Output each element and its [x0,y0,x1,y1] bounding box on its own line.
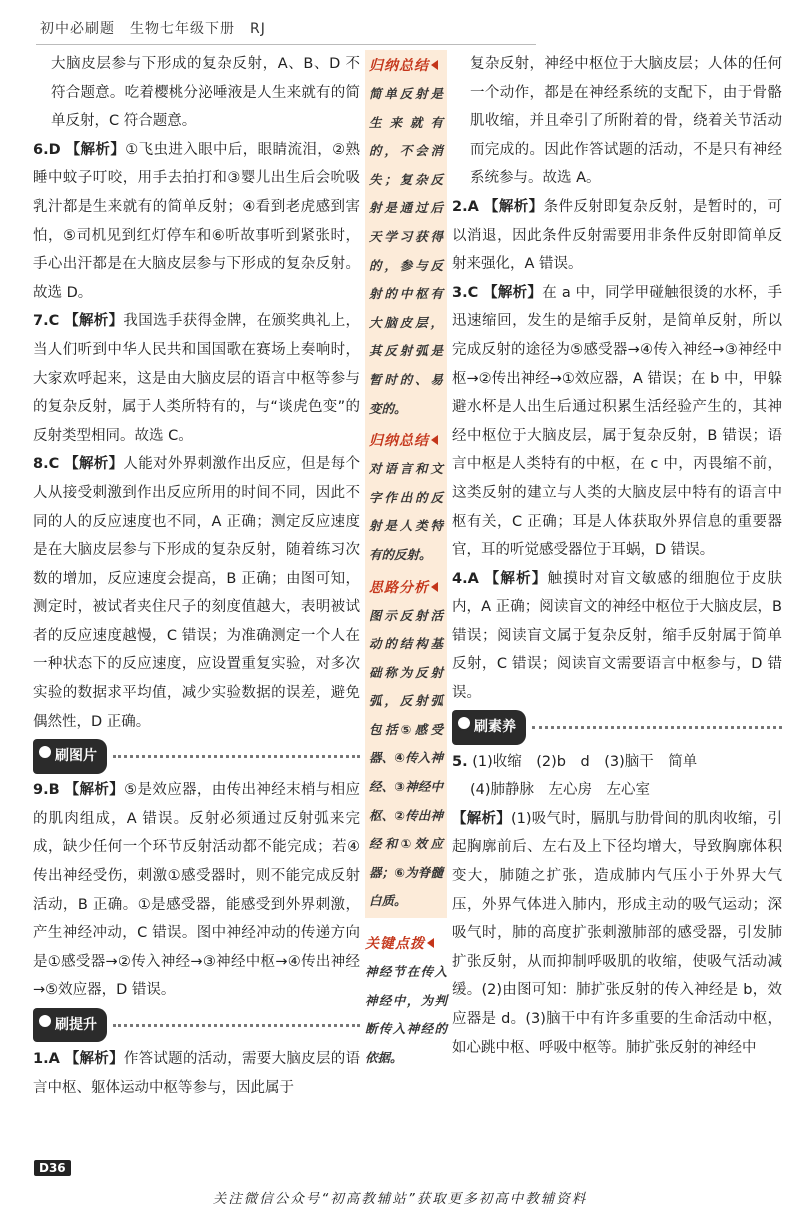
banner-dots [532,726,782,729]
analysis-tag: 【解析】 [64,1051,124,1067]
analysis-text: 触摸时对盲文敏感的细胞位于皮肤内，A 正确；阅读盲文的神经中枢位于大脑皮层，B 错误；阅读盲文属于复杂反射，缩手反射属于简单反射，C 错误；阅读盲文需要语言中枢参与，D 错误。 [452,570,783,702]
arrow-icon [431,435,438,445]
analysis-tag: 【解析】 [64,456,124,473]
answer-1 [33,1045,360,1102]
banner-label: 刷图片 [33,739,107,774]
answer-5-line-1 [452,748,782,777]
side-note-text: 图示反射活动的结构基础称为反射弧，反射弧包括⑤感受器、④传入神经、③神经中枢、②传出神经和①效应器；⑥为脊髓白质。 [369,607,443,909]
answer-letter: B [48,782,60,799]
side-note-text: 对语言和文字作出的反射是人类特有的反射。 [369,461,443,562]
answer-6 [33,136,360,308]
analysis-tag: 【解析】 [483,284,543,301]
side-note-title: 关键点拨 [365,930,447,958]
answer-letter: C [48,456,60,473]
analysis-text: 人能对外界刺激作出反应，但是每个人从接受刺激到作出反应所用的时间不同，因此不同的人的反应速度也不同，A 正确；测定反应速度是在大脑皮层参与下形成的复杂反射，随着练习次数的增加，反应速度会提高，B 正确；由图可知，测定时，被试者夹住尺子的刻度值越大，表明被试者的反应速度越慢，C 错误；为准确测定一个人在一种状态下的反应速度，应设置重复实验，对多次实验的数据求平均值，减少实验数据的误差，避免偶然性，D 正确。 [33,456,361,730]
side-note-summary-1 [365,50,447,425]
banner-dots [113,1024,360,1027]
page-header [18,10,538,46]
question-number: 8. [33,456,49,473]
analysis-text: 在 a 中，同学甲碰触很烫的水杯，手迅速缩回，发生的是缩手反射，是简单反射，所以完成反射的途径为⑤感受器→④传入神经→③神经中枢→②传出神经→①效应器，A 错误；在 b 中，甲躲避水杯是人出生后通过积累生活经验产生的，其神经中枢位于大脑皮层，属于复杂反射，B 错误；语言中枢是人类特有的中枢，在 c 中，丙畏缩不前，这类反射的建立与人类的大脑皮层中特有的语言中枢有关，C 正确；耳是人体获取外界信息的重要器官，耳的听觉感受器位于耳蜗，D 错误。 [452,284,783,559]
question-number: 2. [452,198,468,215]
side-note-text: 简单反射是生来就有的，不会消失；复杂反射是通过后天学习获得的，参与反射的中枢有大脑皮层，其反射弧是暂时的、易变的。 [369,86,443,416]
page-number: D36 [34,1160,71,1176]
answer-letter: A [48,1051,60,1067]
header-divider [36,44,536,45]
answer-5-line-2: (4)肺静脉 左心房 左心室 [470,782,651,799]
side-note-text: 神经节在传入神经中，为判断传入神经的依据。 [365,964,447,1065]
question-number: 7. [33,313,49,330]
footer-note: 关注微信公众号“初高教辅站”获取更多初高中教辅资料 [212,1191,588,1207]
answer-2 [452,193,782,279]
answer-text: (1)收缩 (2)b d (3)脑干 简单 [472,753,698,770]
banner-label: 刷素养 [452,710,526,745]
side-note-title: 归纳总结 [369,52,443,80]
answer-9 [33,776,360,1005]
analysis-tag: 【解析】 [65,141,126,158]
question-number: 4. [452,570,468,587]
analysis-tag: 【解析】 [64,313,124,330]
answer-3 [452,279,782,565]
analysis-tag: 【解析】 [64,782,125,799]
arrow-icon [431,60,438,70]
question-number: 3. [452,284,468,301]
answer-letter: A [467,570,479,587]
arrow-icon [427,938,434,948]
side-note-key-point [365,930,447,1072]
analysis-text: (1)吸气时，膈肌与肋骨间的肌肉收缩，引起胸廓前后、左右及上下径均增大，导致胸廓体积变大，肺随之扩张，造成肺内气压小于外界大气压，外界气体进入肺内，形成主动的吸气运动；深吸气时，肺的高度扩张刺激肺部的感受器，引发肺扩张反射，从而抑制呼吸肌的收缩，使吸气活动减缓。(2)由图可知：肺扩张反射的传入神经是 b，效应器是 d。(3)脑干中有许多重要的生命活动中枢，如心跳中枢、呼吸中枢等。肺扩张反射的神经中 [452,810,783,1056]
answer-7 [33,307,360,450]
side-note-summary-2 [365,425,447,571]
question-number: 5. [452,753,468,770]
side-notes-column [365,50,447,1072]
analysis-text: ⑤是效应器，由传出神经末梢与相应的肌肉组成，A 错误。反射必须通过反射弧来完成，缺少任何一个环节反射活动都不能完成；若④传出神经受伤，刺激①感受器时，则不能完成反射活动，B 正确。①是感受器，能感受到外界刺激，产生神经冲动，C 错误。图中神经冲动的传递方向是①感受器→②传入神经→③神经中枢→④传出神经→⑤效应器，D 错误。 [33,782,361,999]
banner-label: 刷提升 [33,1008,107,1043]
banner-dots [113,755,360,758]
analysis-text: 我国选手获得金牌，在颁奖典礼上，当人们听到中华人民共和国国歌在赛场上奏响时，大家欢呼起来，这是由大脑皮层的语言中枢等参与的复杂反射，属于人类所特有的，与“谈虎色变”的反射类型相同。故选 C。 [33,313,361,444]
right-column [452,50,782,1062]
analysis-tag: 【解析】 [483,198,544,215]
analysis-text: 条件反射即复杂反射，是暂时的，可以消退，因此条件反射需要用非条件反射即简单反射来强化，A 错误。 [452,198,783,273]
left-continuation: 大脑皮层参与下形成的复杂反射，A、B、D 不符合题意。吃着樱桃分泌唾液是人生来就有的简单反射，C 符合题意。 [51,56,360,130]
header-title: 初中必刷题 生物七年级下册 RJ [40,21,266,37]
side-note-title: 思路分析 [369,574,443,602]
section-banner-literacy [452,708,782,748]
section-banner-pictures [33,736,360,776]
answer-letter: C [48,313,60,330]
answer-4 [452,565,782,708]
analysis-text: 作答试题的活动，需要大脑皮层的语言中枢、躯体运动中枢等参与，因此属于 [33,1051,361,1096]
right-continuation: 复杂反射，神经中枢位于大脑皮层；人体的任何一个动作，都是在神经系统的支配下，由于骨骼肌收缩，并且牵引了所附着的骨，绕着关节活动而完成的。因此作答试题的活动，不是只有神经系统参与。故选 A。 [470,56,782,187]
question-number: 6. [33,141,49,158]
analysis-tag: 【解析】 [452,810,511,827]
question-number: 9. [33,782,49,799]
answer-letter: A [467,198,479,215]
answer-8 [33,450,360,736]
left-column [33,50,360,1102]
side-note-title: 归纳总结 [369,427,443,455]
side-note-analysis [365,572,447,919]
answer-letter: C [467,284,479,301]
analysis-tag: 【解析】 [484,570,548,587]
section-banner-improve [33,1005,360,1045]
question-number: 1. [33,1051,49,1067]
arrow-icon [431,582,438,592]
answer-letter: D [48,141,61,158]
analysis-text: ①飞虫进入眼中后，眼睛流泪，②熟睡中蚊子叮咬，用手去拍打和③婴儿出生后会吮吸乳汁都是生来就有的简单反射；④看到老虎感到害怕，⑤司机见到红灯停车和⑥听故事听到紧张时，手心出汗都是在大脑皮层参与下形成的复杂反射。故选 D。 [33,141,361,301]
answer-5-analysis [452,805,782,1062]
